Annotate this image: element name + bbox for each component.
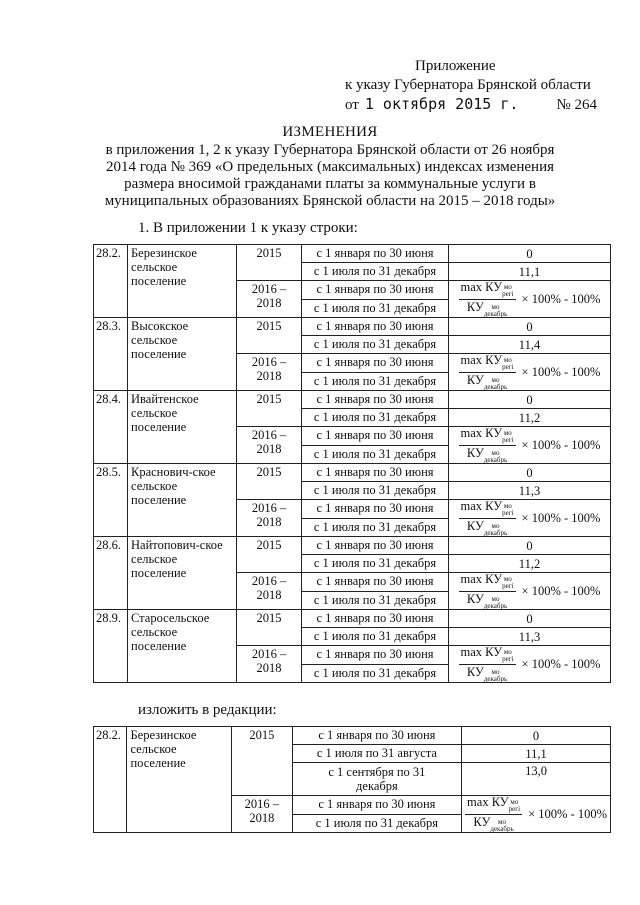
formula-multiplier: × 100% - 100% [528,807,607,821]
formula-fraction [459,500,516,537]
period-cell: с 1 июля по 31 декабря [302,664,449,683]
year-range-cell: 2016 – 2018 [237,573,302,610]
period-cell: с 1 июля по 31 декабря [302,336,449,354]
formula-cell [449,646,611,683]
formula-fraction [459,573,516,610]
decree-number: № 264 [556,97,597,113]
value-cell: 0 [449,537,611,555]
index-formula [452,500,607,536]
period-cell: с 1 июля по 31 декабря [302,628,449,646]
period-cell: с 1 января по 30 июня [292,727,461,745]
document-header [345,57,615,115]
year-range-cell: 2016 – 2018 [237,500,302,537]
formula-cell [449,573,611,610]
value-cell: 11,1 [449,263,611,281]
formula-cell [449,500,611,537]
formula-numerator: max КУ мо регі [460,352,514,371]
period-cell: с 1 января по 30 июня [302,245,449,263]
settlement-name: Березинское сельское поселение [127,727,231,833]
settlement-name: Ивайтенское сельское поселение [128,391,237,464]
table-row [94,464,611,482]
table-row [94,318,611,336]
title-heading: ИЗМЕНЕНИЯ [282,124,378,140]
year-range-cell: 2016 – 2018 [237,354,302,391]
period-cell: с 1 января по 30 июня [302,427,449,446]
formula-cell [449,354,611,391]
formula-denominator: КУ мо декабрь [466,372,508,391]
table-row [94,727,611,745]
formula-numerator: max КУ мо регі [460,571,514,590]
value-cell: 0 [449,318,611,336]
index-formula [452,354,607,390]
formula-fraction [459,646,516,683]
formula-fraction [459,354,516,391]
value-cell: 11,3 [449,482,611,500]
formula-numerator: max КУ мо регі [460,279,514,298]
period-cell: с 1 января по 30 июня [302,464,449,482]
settlement-name: Высокское сельское поселение [128,318,237,391]
formula-numerator: max КУ мо регі [460,425,514,444]
table-row [94,245,611,263]
row-number: 28.2. [94,727,127,833]
formula-numerator: max КУ мо регі [460,644,514,663]
period-cell: с 1 июля по 31 декабря [302,482,449,500]
formula-denominator: КУ мо декабрь [466,518,508,537]
formula-multiplier: × 100% - 100% [521,511,601,525]
appendix-label: Приложение [415,58,496,74]
year-range-cell: 2016 – 2018 [237,646,302,683]
document-title [60,124,600,210]
row-number: 28.5. [94,464,128,537]
original-rows-table [93,244,611,683]
intro-paragraph: 1. В приложении 1 к указу строки: [138,220,358,236]
period-cell: с 1 июля по 31 декабря [302,409,449,427]
formula-multiplier: × 100% - 100% [521,365,601,379]
title-line: муниципальных образованиях Брянской области на 2015 – 2018 годы» [104,193,556,209]
formula-cell [449,281,611,318]
title-line: в приложения 1, 2 к указу Губернатора Брянской области от 26 ноября [105,142,555,158]
year-range-cell: 2016 – 2018 [237,427,302,464]
formula-multiplier: × 100% - 100% [521,438,601,452]
value-cell: 0 [449,464,611,482]
period-cell: с 1 июля по 31 декабря [302,555,449,573]
row-number: 28.2. [94,245,128,318]
formula-multiplier: × 100% - 100% [521,657,601,671]
value-cell: 13,0 [462,763,611,796]
settlement-name: Старосельское сельское поселение [128,610,237,683]
period-cell: с 1 июля по 31 декабря [302,263,449,281]
period-cell: с 1 июля по 31 декабря [302,299,449,318]
year-cell: 2015 [237,464,302,500]
formula-numerator: max КУ мо регі [460,498,514,517]
value-cell: 11,1 [462,745,611,763]
year-cell: 2015 [231,727,292,796]
formula-multiplier: × 100% - 100% [521,292,601,306]
period-cell: с 1 июля по 31 августа [292,745,461,763]
value-cell: 11,2 [449,409,611,427]
period-cell: с 1 сентября по 31 декабря [292,763,461,796]
row-number: 28.3. [94,318,128,391]
value-cell: 0 [462,727,611,745]
formula-fraction [459,427,516,464]
formula-denominator: КУ мо декабрь [466,591,508,610]
year-cell: 2015 [237,610,302,646]
decree-date: 1 октября 2015 г. [364,95,519,113]
table-row [94,391,611,409]
period-cell: с 1 января по 30 июня [302,354,449,373]
year-range-cell: 2016 – 2018 [231,796,292,833]
outro-paragraph: изложить в редакции: [138,702,277,718]
formula-cell [449,427,611,464]
index-formula [452,573,607,609]
row-number: 28.4. [94,391,128,464]
index-formula [452,646,607,682]
value-cell: 11,2 [449,555,611,573]
period-cell: с 1 января по 30 июня [302,573,449,592]
index-formula [452,427,607,463]
period-cell: с 1 января по 30 июня [302,537,449,555]
decree-reference: к указу Губернатора Брянской области [345,77,591,93]
period-cell: с 1 января по 30 июня [302,281,449,300]
value-cell: 11,4 [449,336,611,354]
year-cell: 2015 [237,537,302,573]
value-cell: 0 [449,245,611,263]
period-cell: с 1 июля по 31 декабря [302,445,449,464]
formula-fraction [465,796,522,833]
index-formula [452,281,607,317]
year-cell: 2015 [237,391,302,427]
value-cell: 0 [449,610,611,628]
period-cell: с 1 июля по 31 декабря [302,518,449,537]
period-cell: с 1 января по 30 июня [302,391,449,409]
period-cell: с 1 июля по 31 декабря [292,814,461,833]
table-row [94,537,611,555]
index-formula [465,796,607,832]
value-cell: 0 [449,391,611,409]
formula-denominator: КУ мо декабрь [466,445,508,464]
period-cell: с 1 июля по 31 декабря [302,591,449,610]
value-cell: 11,3 [449,628,611,646]
year-cell: 2015 [237,318,302,354]
formula-numerator: max КУ мо регі [467,794,521,813]
period-cell: с 1 июля по 31 декабря [302,372,449,391]
decree-date-line [345,95,615,115]
date-prefix: от [345,97,359,113]
period-cell: с 1 января по 30 июня [302,500,449,519]
title-line: размера вносимой гражданами платы за коммунальные услуги в [124,176,536,192]
year-cell: 2015 [237,245,302,281]
table-row [94,610,611,628]
settlement-name: Найтопович-ское сельское поселение [128,537,237,610]
period-cell: с 1 января по 30 июня [302,610,449,628]
formula-fraction [459,281,516,318]
settlement-name: Краснович-ское сельское поселение [128,464,237,537]
title-line: 2014 года № 369 «О предельных (максимальных) индексах изменения [105,159,555,175]
formula-denominator: КУ мо декабрь [466,299,508,318]
formula-denominator: КУ мо декабрь [466,664,508,683]
settlement-name: Березинское сельское поселение [128,245,237,318]
formula-denominator: КУ мо декабрь [473,814,514,833]
row-number: 28.6. [94,537,128,610]
formula-cell [462,796,611,833]
period-cell: с 1 января по 30 июня [302,318,449,336]
formula-multiplier: × 100% - 100% [521,584,601,598]
period-cell: с 1 января по 30 июня [292,796,461,815]
amended-rows-table [93,726,611,833]
period-cell: с 1 января по 30 июня [302,646,449,665]
year-range-cell: 2016 – 2018 [237,281,302,318]
row-number: 28.9. [94,610,128,683]
